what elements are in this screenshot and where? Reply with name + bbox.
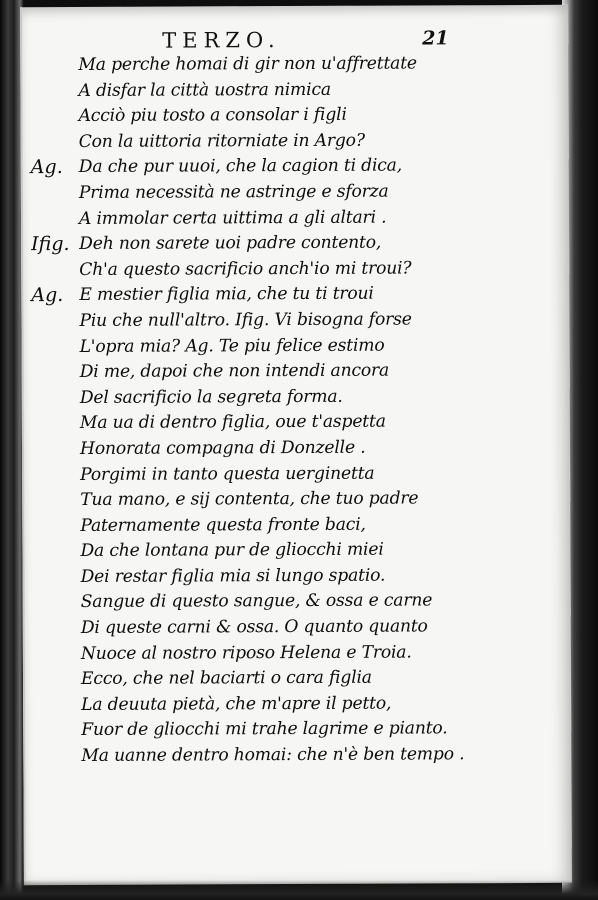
verse-text: Tua mano, e sij contenta, che tuo padre bbox=[80, 488, 419, 511]
page-number: 21 bbox=[422, 27, 449, 50]
verse-line bbox=[24, 511, 570, 539]
bottom-edge-shadow bbox=[0, 880, 598, 900]
verse-line bbox=[22, 51, 568, 79]
speaker-label: Ag. bbox=[30, 156, 63, 179]
verse-line bbox=[23, 204, 569, 232]
verse-line bbox=[24, 332, 570, 360]
verse-line bbox=[24, 358, 570, 386]
verse-line bbox=[23, 281, 569, 309]
verse-line bbox=[23, 256, 569, 284]
verse-text: Di queste carni & ossa. O quanto quanto bbox=[80, 616, 428, 639]
verse-block bbox=[22, 51, 571, 770]
verse-text: Ma uanne dentro homai: che n'è ben tempo . bbox=[81, 744, 465, 766]
verse-line bbox=[25, 639, 571, 667]
verse-line bbox=[23, 179, 569, 207]
verse-text: Di me, dapoi che non intendi ancora bbox=[79, 360, 390, 383]
verse-text: Da che pur uuoi, che la cagion ti dica, bbox=[78, 155, 403, 178]
verse-text: Deh non sarete uoi padre contento, bbox=[79, 232, 382, 255]
verse-text: Ch'a questo sacrificio anch'io mi troui? bbox=[79, 258, 412, 280]
verse-text: Con la uittoria ritorniate in Argo? bbox=[78, 130, 365, 152]
verse-text: Ecco, che nel baciarti o cara figlia bbox=[80, 667, 372, 690]
verse-line bbox=[25, 588, 571, 616]
verse-text: Del sacrificio la segreta forma. bbox=[79, 386, 343, 408]
running-head-title: TERZO. bbox=[162, 28, 281, 53]
running-head bbox=[22, 5, 568, 53]
verse-line bbox=[24, 486, 570, 514]
verse-line bbox=[23, 153, 569, 181]
verse-text: Nuoce al nostro riposo Helena e Troia. bbox=[80, 642, 412, 664]
verse-text: Acciò piu tosto a consolar i figli bbox=[78, 104, 347, 127]
verse-line bbox=[23, 307, 569, 335]
verse-line bbox=[25, 614, 571, 642]
speaker-label: Ag. bbox=[31, 284, 64, 307]
verse-text: Ma perche homai di gir non u'affrettate bbox=[78, 53, 417, 75]
verse-text: Prima necessità ne astringe e sforza bbox=[78, 181, 389, 203]
verse-text: L'opra mia? Ag. Te piu felice estimo bbox=[79, 335, 385, 357]
verse-line bbox=[25, 665, 571, 693]
verse-text: La deuuta pietà, che m'apre il petto, bbox=[81, 693, 392, 715]
verse-line bbox=[25, 742, 571, 770]
verse-text: Piu che null'altro. Ifig. Vi bisogna forse bbox=[79, 309, 412, 331]
verse-line bbox=[25, 563, 571, 591]
verse-line bbox=[24, 460, 570, 488]
verse-line bbox=[24, 435, 570, 463]
verse-text: Paternamente questa fronte baci, bbox=[80, 514, 366, 536]
verse-line bbox=[23, 102, 569, 130]
verse-text: E mestier figlia mia, che tu ti troui bbox=[79, 284, 374, 306]
verse-text: Ma ua di dentro figlia, oue t'aspetta bbox=[79, 411, 386, 434]
verse-text: Da che lontana pur de gliocchi miei bbox=[80, 539, 384, 562]
verse-text: Porgimi in tanto questa uerginetta bbox=[80, 463, 375, 485]
verse-line bbox=[23, 128, 569, 156]
verse-text: Dei restar figlia mia si lungo spatio. bbox=[80, 565, 386, 587]
verse-line bbox=[22, 76, 568, 104]
verse-text: A immolar certa uittima a gli altari . bbox=[78, 207, 387, 229]
speaker-label: Ifig. bbox=[31, 233, 70, 256]
verse-text: Honorata compagna di Donzelle . bbox=[79, 437, 366, 459]
verse-line bbox=[24, 537, 570, 565]
verse-line bbox=[24, 409, 570, 437]
verse-line bbox=[24, 384, 570, 412]
verse-line bbox=[25, 691, 571, 719]
verse-line bbox=[23, 230, 569, 258]
book-page bbox=[20, 5, 572, 885]
verse-text: A disfar la città uostra nimica bbox=[78, 79, 331, 101]
verse-text: Fuor de gliocchi mi trahe lagrime e pianto. bbox=[81, 718, 448, 741]
verse-line bbox=[25, 716, 571, 744]
verse-text: Sangue di questo sangue, & ossa e carne bbox=[80, 590, 433, 613]
